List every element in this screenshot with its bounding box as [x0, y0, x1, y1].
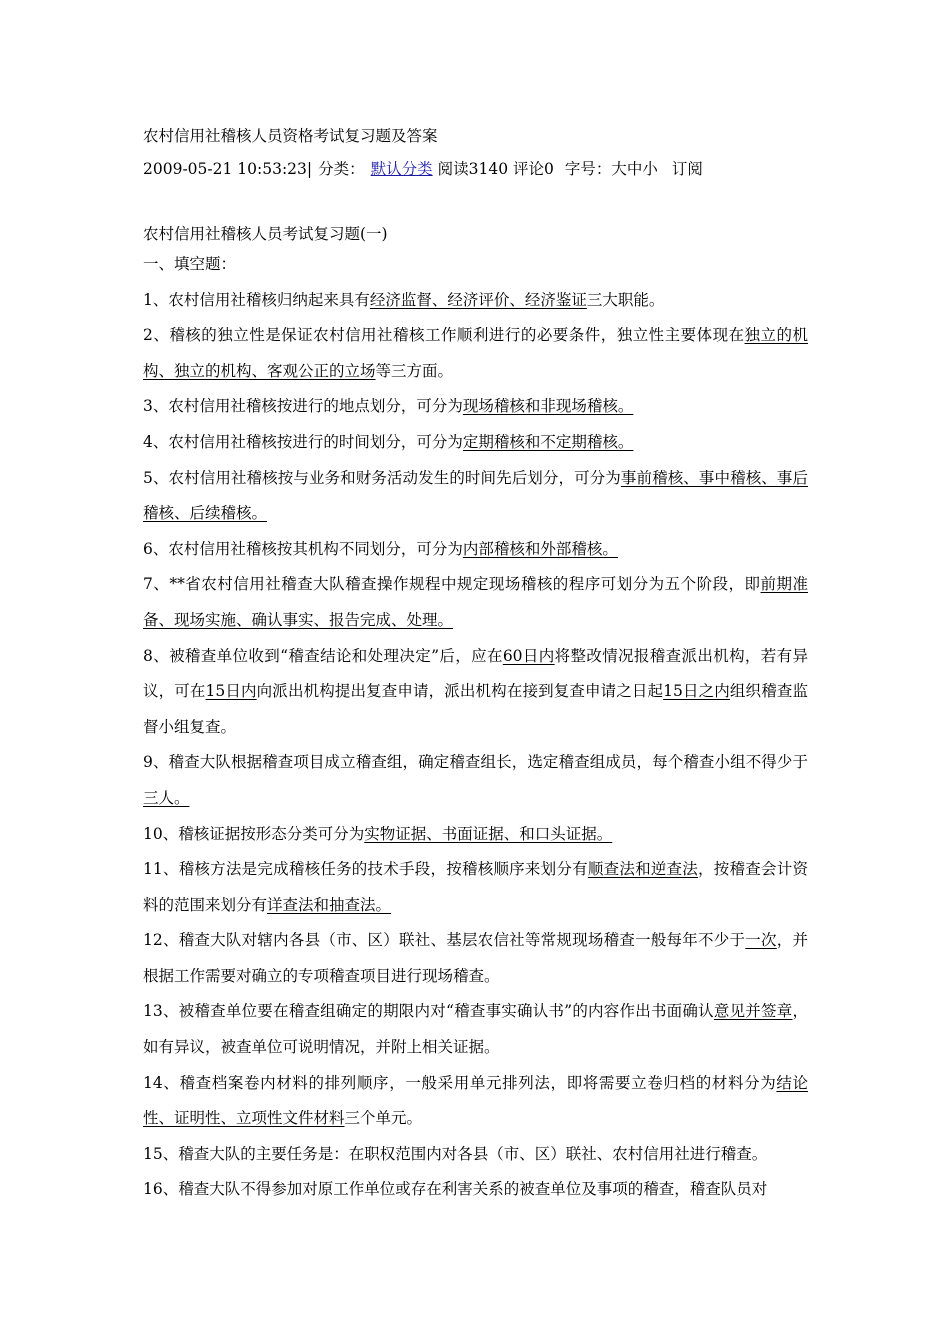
question-2: 2、稽核的独立性是保证农村信用社稽核工作顺利进行的必要条件，独立性主要体现在独立的机构、独立的机构、客观公正的立场等三方面。 — [143, 326, 808, 380]
answer: 三人。 — [143, 788, 190, 807]
question-6: 6、农村信用社稽核按其机构不同划分，可分为内部稽核和外部稽核。 — [143, 539, 618, 558]
read-label: 阅读 — [437, 160, 469, 178]
answer: 意见并签章 — [713, 1002, 793, 1021]
read-count: 3140 — [468, 160, 509, 178]
answer: 15日之内 — [663, 682, 730, 701]
answer: 60日内 — [502, 646, 555, 665]
section-title: 农村信用社稽核人员考试复习题(一) — [143, 225, 388, 243]
font-size-options[interactable]: 大中小 — [611, 160, 658, 178]
question-10: 10、稽核证据按形态分类可分为实物证据、书面证据、和口头证据。 — [143, 824, 613, 843]
answer: 定期稽核和不定期稽核。 — [462, 432, 634, 451]
comment-label: 评论 — [513, 160, 545, 178]
article-title: 农村信用社稽核人员资格考试复习题及答案 — [143, 127, 438, 145]
category-link[interactable]: 默认分类 — [370, 160, 433, 178]
subscribe-link[interactable]: 订阅 — [671, 160, 703, 178]
answer: 结论性、证明性、立项性文件材料 — [143, 1073, 808, 1128]
font-size-label: 字号： — [564, 160, 612, 178]
answer: 15日内 — [205, 682, 257, 701]
answer: 事前稽核、事中稽核、事后稽核、后续稽核。 — [143, 468, 808, 523]
answer: 顺查法和逆查法 — [587, 860, 699, 879]
question-9: 9、稽查大队根据稽查项目成立稽查组，确定稽查组长，选定稽查组成员，每个稽查小组不得少于三人。 — [143, 753, 808, 807]
question-5: 5、农村信用社稽核按与业务和财务活动发生的时间先后划分，可分为事前稽核、事中稽核、事后稽核、后续稽核。 — [143, 468, 808, 523]
question-3: 3、农村信用社稽核按进行的地点划分，可分为现场稽核和非现场稽核。 — [143, 397, 634, 416]
question-1: 1、农村信用社稽核归纳起来具有经济监督、经济评价、经济鉴证三大职能。 — [143, 290, 665, 309]
part-title: 一、填空题： — [143, 255, 237, 273]
article-meta — [143, 159, 808, 179]
category-label: 分类： — [318, 160, 365, 178]
question-14: 14、稽查档案卷内材料的排列顺序，一般采用单元排列法，即将需要立卷归档的材料分为结论性、证明性、立项性文件材料三个单元。 — [143, 1073, 808, 1128]
question-7: 7、**省农村信用社稽查大队稽查操作规程中规定现场稽核的程序可划分为五个阶段，即前期准备、现场实施、确认事实、报告完成、处理。 — [143, 575, 808, 629]
post-datetime: 2009-05-21 10:53:23| — [143, 160, 313, 178]
answer: 详查法和抽查法。 — [267, 895, 392, 914]
answer: 独立的机构、独立的机构、客观公正的立场 — [143, 326, 808, 380]
document-body — [143, 126, 808, 1208]
question-11: 11、稽核方法是完成稽核任务的技术手段，按稽核顺序来划分有顺查法和逆查法，按稽查会计资料的范围来划分有详查法和抽查法。 — [143, 860, 808, 914]
question-4: 4、农村信用社稽核按进行的时间划分，可分为定期稽核和不定期稽核。 — [143, 432, 634, 451]
question-15: 15、稽查大队的主要任务是：在职权范围内对各县（市、区）联社、农村信用社进行稽查。 — [143, 1144, 768, 1163]
question-12: 12、稽查大队对辖内各县（市、区）联社、基层农信社等常规现场稽查一般每年不少于一次，并根据工作需要对确立的专项稽查项目进行现场稽查。 — [143, 931, 808, 985]
question-8: 8、被稽查单位收到“稽查结论和处理决定”后，应在60日内将整改情况报稽查派出机构，若有异议，可在15日内向派出机构提出复查申请，派出机构在接到复查申请之日起15日之内组织稽查监督小组复查。 — [143, 646, 808, 736]
answer: 经济监督、经济评价、经济鉴证 — [369, 290, 587, 309]
question-13: 13、被稽查单位要在稽查组确定的期限内对“稽查事实确认书”的内容作出书面确认意见并签章，如有异议，被查单位可说明情况，并附上相关证据。 — [143, 1002, 808, 1057]
answer: 现场稽核和非现场稽核。 — [462, 397, 634, 416]
answer: 实物证据、书面证据、和口头证据。 — [364, 824, 613, 843]
answer: 内部稽核和外部稽核。 — [462, 539, 618, 558]
answer: 前期准备、现场实施、确认事实、报告完成、处理。 — [143, 575, 808, 629]
answer: 一次 — [745, 931, 777, 950]
question-16: 16、稽查大队不得参加对原工作单位或存在利害关系的被查单位及事项的稽查，稽查队员对 — [143, 1180, 768, 1199]
comment-count: 0 — [544, 160, 554, 178]
